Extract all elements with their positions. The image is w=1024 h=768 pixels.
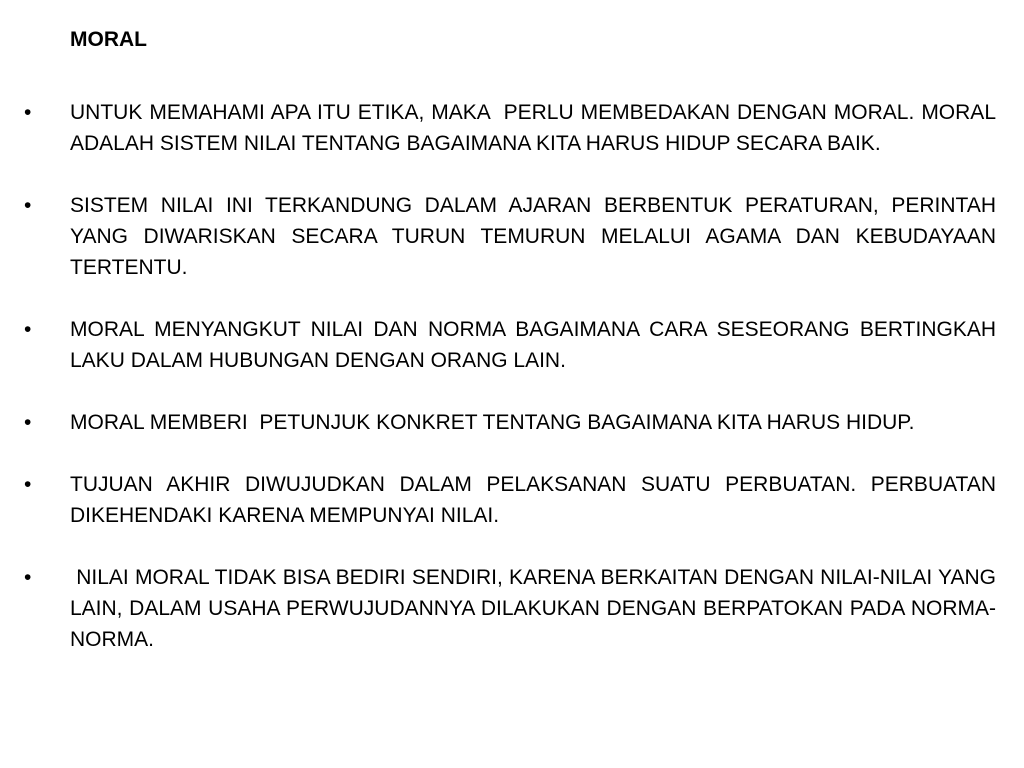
bullet-dot-icon: • bbox=[24, 411, 32, 434]
bullet-text: TUJUAN AKHIR DIWUJUDKAN DALAM PELAKSANAN SUATU PERBUATAN. PERBUATAN DIKEHENDAKI KARENA MEMPUNYAI NILAI. bbox=[70, 473, 1002, 527]
bullet-item bbox=[0, 97, 1024, 159]
bullet-text: NILAI MORAL TIDAK BISA BEDIRI SENDIRI, KARENA BERKAITAN DENGAN NILAI-NILAI YANG LAIN, DALAM USAHA PERWUJUDANNYA DILAKUKAN DENGAN BERPATOKAN PADA NORMA-NORMA. bbox=[70, 566, 1002, 651]
bullet-item bbox=[0, 469, 1024, 531]
bullet-dot-icon: • bbox=[24, 566, 32, 589]
bullet-item bbox=[0, 314, 1024, 376]
bullet-dot-icon: • bbox=[24, 194, 32, 217]
bullet-text: UNTUK MEMAHAMI APA ITU ETIKA, MAKA PERLU MEMBEDAKAN DENGAN MORAL. MORAL ADALAH SISTEM NILAI TENTANG BAGAIMANA KITA HARUS HIDUP SECARA BAIK. bbox=[70, 101, 1001, 155]
bullet-dot-icon: • bbox=[24, 318, 32, 341]
bullet-text: MORAL MENYANGKUT NILAI DAN NORMA BAGAIMANA CARA SESEORANG BERTINGKAH LAKU DALAM HUBUNGAN DENGAN ORANG LAIN. bbox=[70, 318, 1002, 372]
bullet-text: SISTEM NILAI INI TERKANDUNG DALAM AJARAN BERBENTUK PERATURAN, PERINTAH YANG DIWARISKAN SECARA TURUN TEMURUN MELALUI AGAMA DAN KEBUDAYAAN TERTENTU. bbox=[70, 194, 1002, 279]
bullet-text: MORAL MEMBERI PETUNJUK KONKRET TENTANG BAGAIMANA KITA HARUS HIDUP. bbox=[70, 411, 915, 434]
bullet-dot-icon: • bbox=[24, 473, 32, 496]
bullet-list bbox=[0, 97, 1024, 686]
bullet-item bbox=[0, 407, 1024, 438]
bullet-dot-icon: • bbox=[24, 101, 32, 124]
slide-title: MORAL bbox=[70, 28, 147, 51]
bullet-item bbox=[0, 562, 1024, 655]
bullet-item bbox=[0, 190, 1024, 283]
